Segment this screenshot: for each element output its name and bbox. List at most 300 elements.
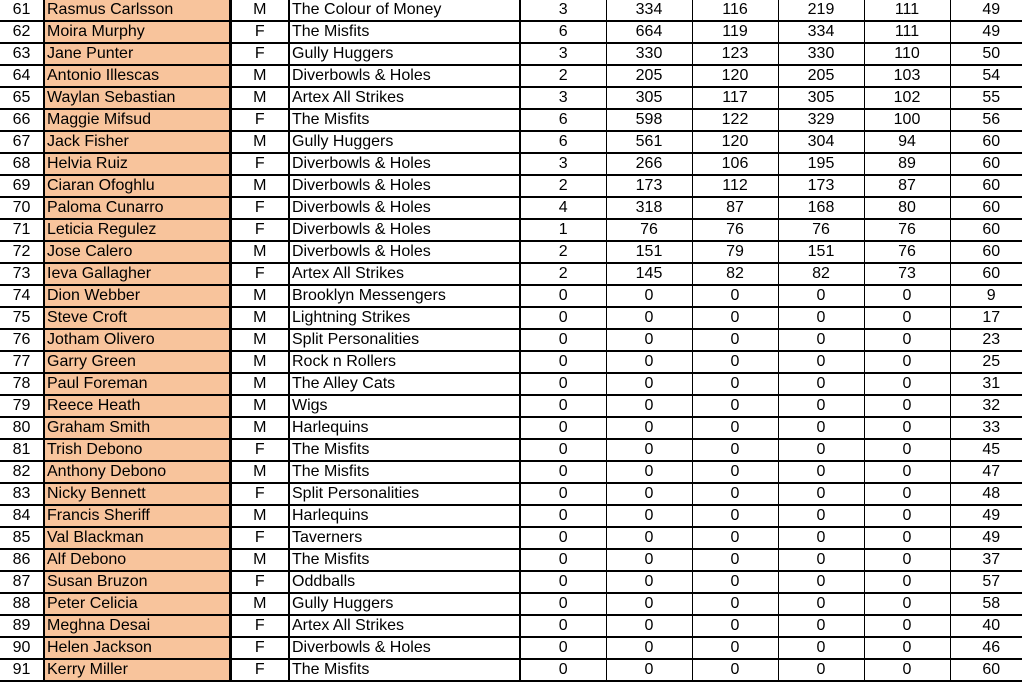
position-cell: 89: [0, 615, 44, 637]
gender-cell: F: [230, 263, 289, 285]
high-series-cell: 76: [778, 219, 864, 241]
team-cell: Harlequins: [289, 417, 520, 439]
total-pins-cell: 0: [606, 351, 692, 373]
average-cell: 123: [692, 43, 778, 65]
team-cell: Diverbowls & Holes: [289, 153, 520, 175]
table-row: [0, 175, 1022, 197]
gender-cell: M: [230, 307, 289, 329]
high-game-cell: 0: [864, 659, 950, 681]
high-game-cell: 76: [864, 219, 950, 241]
team-cell: Diverbowls & Holes: [289, 175, 520, 197]
high-series-cell: 0: [778, 439, 864, 461]
high-series-cell: 304: [778, 131, 864, 153]
gender-cell: F: [230, 439, 289, 461]
handicap-cell: 32: [950, 395, 1022, 417]
handicap-cell: 49: [950, 505, 1022, 527]
position-cell: 73: [0, 263, 44, 285]
games-cell: 0: [520, 395, 606, 417]
team-cell: The Misfits: [289, 109, 520, 131]
average-cell: 0: [692, 593, 778, 615]
high-game-cell: 0: [864, 417, 950, 439]
player-name-cell: Garry Green: [44, 351, 230, 373]
average-cell: 119: [692, 21, 778, 43]
average-cell: 82: [692, 263, 778, 285]
games-cell: 0: [520, 571, 606, 593]
games-cell: 0: [520, 593, 606, 615]
high-series-cell: 0: [778, 549, 864, 571]
total-pins-cell: 305: [606, 87, 692, 109]
high-series-cell: 173: [778, 175, 864, 197]
games-cell: 0: [520, 329, 606, 351]
handicap-cell: 57: [950, 571, 1022, 593]
total-pins-cell: 0: [606, 505, 692, 527]
average-cell: 0: [692, 483, 778, 505]
handicap-cell: 50: [950, 43, 1022, 65]
high-series-cell: 151: [778, 241, 864, 263]
team-cell: Lightning Strikes: [289, 307, 520, 329]
team-cell: Diverbowls & Holes: [289, 219, 520, 241]
high-game-cell: 0: [864, 637, 950, 659]
high-game-cell: 89: [864, 153, 950, 175]
table-row: [0, 0, 1022, 21]
games-cell: 4: [520, 197, 606, 219]
high-game-cell: 111: [864, 0, 950, 21]
table-row: [0, 153, 1022, 175]
player-name-cell: Kerry Miller: [44, 659, 230, 681]
table-row: [0, 439, 1022, 461]
gender-cell: M: [230, 131, 289, 153]
handicap-cell: 60: [950, 659, 1022, 681]
handicap-cell: 60: [950, 153, 1022, 175]
high-series-cell: 0: [778, 285, 864, 307]
handicap-cell: 37: [950, 549, 1022, 571]
games-cell: 0: [520, 285, 606, 307]
high-game-cell: 0: [864, 571, 950, 593]
position-cell: 77: [0, 351, 44, 373]
handicap-cell: 9: [950, 285, 1022, 307]
total-pins-cell: 561: [606, 131, 692, 153]
high-series-cell: 0: [778, 637, 864, 659]
games-cell: 0: [520, 505, 606, 527]
position-cell: 69: [0, 175, 44, 197]
position-cell: 82: [0, 461, 44, 483]
gender-cell: M: [230, 461, 289, 483]
handicap-cell: 60: [950, 131, 1022, 153]
games-cell: 6: [520, 21, 606, 43]
high-game-cell: 0: [864, 527, 950, 549]
handicap-cell: 45: [950, 439, 1022, 461]
high-game-cell: 102: [864, 87, 950, 109]
player-name-cell: Francis Sheriff: [44, 505, 230, 527]
games-cell: 0: [520, 373, 606, 395]
high-series-cell: 0: [778, 615, 864, 637]
table-row: [0, 65, 1022, 87]
table-row: [0, 197, 1022, 219]
games-cell: 2: [520, 65, 606, 87]
table-row: [0, 219, 1022, 241]
games-cell: 0: [520, 483, 606, 505]
total-pins-cell: 0: [606, 659, 692, 681]
team-cell: Artex All Strikes: [289, 615, 520, 637]
total-pins-cell: 145: [606, 263, 692, 285]
high-game-cell: 94: [864, 131, 950, 153]
team-cell: The Misfits: [289, 461, 520, 483]
position-cell: 83: [0, 483, 44, 505]
player-name-cell: Waylan Sebastian: [44, 87, 230, 109]
handicap-cell: 47: [950, 461, 1022, 483]
table-row: [0, 549, 1022, 571]
high-game-cell: 103: [864, 65, 950, 87]
handicap-cell: 17: [950, 307, 1022, 329]
high-series-cell: 0: [778, 351, 864, 373]
high-series-cell: 82: [778, 263, 864, 285]
team-cell: Artex All Strikes: [289, 263, 520, 285]
total-pins-cell: 173: [606, 175, 692, 197]
total-pins-cell: 0: [606, 571, 692, 593]
games-cell: 3: [520, 87, 606, 109]
gender-cell: M: [230, 285, 289, 307]
table-row: [0, 351, 1022, 373]
table-row: [0, 241, 1022, 263]
team-cell: Gully Huggers: [289, 593, 520, 615]
player-name-cell: Moira Murphy: [44, 21, 230, 43]
high-series-cell: 0: [778, 659, 864, 681]
table-row: [0, 43, 1022, 65]
handicap-cell: 56: [950, 109, 1022, 131]
handicap-cell: 54: [950, 65, 1022, 87]
total-pins-cell: 76: [606, 219, 692, 241]
high-game-cell: 0: [864, 351, 950, 373]
team-cell: Diverbowls & Holes: [289, 197, 520, 219]
gender-cell: F: [230, 109, 289, 131]
gender-cell: F: [230, 21, 289, 43]
high-series-cell: 0: [778, 483, 864, 505]
position-cell: 66: [0, 109, 44, 131]
gender-cell: F: [230, 219, 289, 241]
games-cell: 3: [520, 0, 606, 21]
position-cell: 88: [0, 593, 44, 615]
average-cell: 76: [692, 219, 778, 241]
table-row: [0, 373, 1022, 395]
total-pins-cell: 0: [606, 461, 692, 483]
team-cell: Harlequins: [289, 505, 520, 527]
handicap-cell: 49: [950, 527, 1022, 549]
games-cell: 0: [520, 549, 606, 571]
average-cell: 120: [692, 65, 778, 87]
team-cell: Rock n Rollers: [289, 351, 520, 373]
position-cell: 78: [0, 373, 44, 395]
player-name-cell: Ieva Gallagher: [44, 263, 230, 285]
player-name-cell: Susan Bruzon: [44, 571, 230, 593]
team-cell: The Misfits: [289, 659, 520, 681]
gender-cell: F: [230, 153, 289, 175]
position-cell: 61: [0, 0, 44, 21]
handicap-cell: 40: [950, 615, 1022, 637]
high-series-cell: 0: [778, 307, 864, 329]
position-cell: 84: [0, 505, 44, 527]
table-row: [0, 659, 1022, 681]
position-cell: 85: [0, 527, 44, 549]
team-cell: Diverbowls & Holes: [289, 241, 520, 263]
gender-cell: F: [230, 43, 289, 65]
table-row: [0, 505, 1022, 527]
table-row: [0, 527, 1022, 549]
player-name-cell: Dion Webber: [44, 285, 230, 307]
games-cell: 0: [520, 307, 606, 329]
gender-cell: M: [230, 175, 289, 197]
gender-cell: F: [230, 571, 289, 593]
average-cell: 0: [692, 395, 778, 417]
high-series-cell: 0: [778, 593, 864, 615]
average-cell: 117: [692, 87, 778, 109]
position-cell: 65: [0, 87, 44, 109]
position-cell: 74: [0, 285, 44, 307]
total-pins-cell: 0: [606, 373, 692, 395]
handicap-cell: 49: [950, 21, 1022, 43]
position-cell: 72: [0, 241, 44, 263]
games-cell: 0: [520, 527, 606, 549]
team-cell: Wigs: [289, 395, 520, 417]
position-cell: 71: [0, 219, 44, 241]
high-game-cell: 0: [864, 395, 950, 417]
average-cell: 0: [692, 329, 778, 351]
high-game-cell: 110: [864, 43, 950, 65]
handicap-cell: 60: [950, 263, 1022, 285]
position-cell: 86: [0, 549, 44, 571]
gender-cell: M: [230, 549, 289, 571]
total-pins-cell: 0: [606, 307, 692, 329]
high-series-cell: 0: [778, 395, 864, 417]
position-cell: 70: [0, 197, 44, 219]
high-series-cell: 195: [778, 153, 864, 175]
handicap-cell: 60: [950, 219, 1022, 241]
position-cell: 64: [0, 65, 44, 87]
total-pins-cell: 334: [606, 0, 692, 21]
player-name-cell: Jane Punter: [44, 43, 230, 65]
gender-cell: M: [230, 0, 289, 21]
position-cell: 76: [0, 329, 44, 351]
player-name-cell: Antonio Illescas: [44, 65, 230, 87]
high-series-cell: 0: [778, 329, 864, 351]
position-cell: 62: [0, 21, 44, 43]
games-cell: 0: [520, 637, 606, 659]
high-series-cell: 0: [778, 417, 864, 439]
team-cell: Artex All Strikes: [289, 87, 520, 109]
high-series-cell: 219: [778, 0, 864, 21]
high-game-cell: 0: [864, 373, 950, 395]
total-pins-cell: 0: [606, 329, 692, 351]
team-cell: Diverbowls & Holes: [289, 65, 520, 87]
team-cell: Split Personalities: [289, 483, 520, 505]
high-game-cell: 0: [864, 285, 950, 307]
team-cell: Split Personalities: [289, 329, 520, 351]
handicap-cell: 25: [950, 351, 1022, 373]
average-cell: 0: [692, 417, 778, 439]
position-cell: 80: [0, 417, 44, 439]
gender-cell: M: [230, 329, 289, 351]
table-row: [0, 637, 1022, 659]
table-row: [0, 87, 1022, 109]
games-cell: 0: [520, 417, 606, 439]
team-cell: Gully Huggers: [289, 131, 520, 153]
total-pins-cell: 0: [606, 593, 692, 615]
gender-cell: M: [230, 395, 289, 417]
average-cell: 0: [692, 373, 778, 395]
position-cell: 75: [0, 307, 44, 329]
total-pins-cell: 0: [606, 615, 692, 637]
gender-cell: F: [230, 615, 289, 637]
position-cell: 63: [0, 43, 44, 65]
high-game-cell: 73: [864, 263, 950, 285]
team-cell: The Misfits: [289, 21, 520, 43]
games-cell: 3: [520, 153, 606, 175]
player-name-cell: Steve Croft: [44, 307, 230, 329]
table-row: [0, 263, 1022, 285]
games-cell: 2: [520, 241, 606, 263]
handicap-cell: 48: [950, 483, 1022, 505]
handicap-cell: 23: [950, 329, 1022, 351]
table-row: [0, 417, 1022, 439]
games-cell: 0: [520, 461, 606, 483]
games-cell: 6: [520, 131, 606, 153]
player-name-cell: Alf Debono: [44, 549, 230, 571]
average-cell: 112: [692, 175, 778, 197]
average-cell: 0: [692, 307, 778, 329]
player-name-cell: Paloma Cunarro: [44, 197, 230, 219]
high-game-cell: 0: [864, 615, 950, 637]
position-cell: 68: [0, 153, 44, 175]
table-row: [0, 21, 1022, 43]
player-name-cell: Ciaran Ofoghlu: [44, 175, 230, 197]
player-name-cell: Helen Jackson: [44, 637, 230, 659]
average-cell: 0: [692, 439, 778, 461]
total-pins-cell: 0: [606, 527, 692, 549]
high-series-cell: 330: [778, 43, 864, 65]
high-series-cell: 205: [778, 65, 864, 87]
gender-cell: F: [230, 197, 289, 219]
table-row: [0, 461, 1022, 483]
total-pins-cell: 266: [606, 153, 692, 175]
team-cell: The Misfits: [289, 549, 520, 571]
high-game-cell: 0: [864, 461, 950, 483]
position-cell: 81: [0, 439, 44, 461]
handicap-cell: 60: [950, 175, 1022, 197]
player-name-cell: Anthony Debono: [44, 461, 230, 483]
high-game-cell: 0: [864, 593, 950, 615]
games-cell: 2: [520, 263, 606, 285]
high-series-cell: 0: [778, 373, 864, 395]
average-cell: 122: [692, 109, 778, 131]
gender-cell: F: [230, 659, 289, 681]
player-name-cell: Maggie Mifsud: [44, 109, 230, 131]
position-cell: 87: [0, 571, 44, 593]
average-cell: 0: [692, 571, 778, 593]
high-series-cell: 334: [778, 21, 864, 43]
handicap-cell: 31: [950, 373, 1022, 395]
total-pins-cell: 664: [606, 21, 692, 43]
gender-cell: M: [230, 87, 289, 109]
high-series-cell: 305: [778, 87, 864, 109]
total-pins-cell: 598: [606, 109, 692, 131]
average-cell: 87: [692, 197, 778, 219]
total-pins-cell: 0: [606, 285, 692, 307]
table-row: [0, 615, 1022, 637]
handicap-cell: 33: [950, 417, 1022, 439]
gender-cell: M: [230, 351, 289, 373]
team-cell: The Misfits: [289, 439, 520, 461]
average-cell: 79: [692, 241, 778, 263]
average-cell: 0: [692, 527, 778, 549]
total-pins-cell: 0: [606, 483, 692, 505]
team-cell: Gully Huggers: [289, 43, 520, 65]
total-pins-cell: 205: [606, 65, 692, 87]
table-row: [0, 483, 1022, 505]
high-series-cell: 0: [778, 461, 864, 483]
total-pins-cell: 0: [606, 395, 692, 417]
team-cell: Taverners: [289, 527, 520, 549]
player-name-cell: Jotham Olivero: [44, 329, 230, 351]
high-game-cell: 0: [864, 329, 950, 351]
handicap-cell: 60: [950, 197, 1022, 219]
table-row: [0, 571, 1022, 593]
total-pins-cell: 318: [606, 197, 692, 219]
gender-cell: F: [230, 527, 289, 549]
high-series-cell: 0: [778, 527, 864, 549]
player-name-cell: Paul Foreman: [44, 373, 230, 395]
average-cell: 0: [692, 637, 778, 659]
player-name-cell: Reece Heath: [44, 395, 230, 417]
high-game-cell: 0: [864, 505, 950, 527]
player-name-cell: Jack Fisher: [44, 131, 230, 153]
games-cell: 0: [520, 351, 606, 373]
player-name-cell: Nicky Bennett: [44, 483, 230, 505]
high-game-cell: 111: [864, 21, 950, 43]
gender-cell: F: [230, 483, 289, 505]
position-cell: 67: [0, 131, 44, 153]
table-row: [0, 307, 1022, 329]
player-name-cell: Rasmus Carlsson: [44, 0, 230, 21]
player-name-cell: Peter Celicia: [44, 593, 230, 615]
handicap-cell: 58: [950, 593, 1022, 615]
player-name-cell: Jose Calero: [44, 241, 230, 263]
position-cell: 90: [0, 637, 44, 659]
games-cell: 0: [520, 439, 606, 461]
average-cell: 0: [692, 549, 778, 571]
games-cell: 1: [520, 219, 606, 241]
player-name-cell: Meghna Desai: [44, 615, 230, 637]
games-cell: 0: [520, 659, 606, 681]
gender-cell: M: [230, 505, 289, 527]
high-game-cell: 87: [864, 175, 950, 197]
total-pins-cell: 0: [606, 549, 692, 571]
high-game-cell: 0: [864, 307, 950, 329]
high-game-cell: 0: [864, 549, 950, 571]
handicap-cell: 46: [950, 637, 1022, 659]
games-cell: 3: [520, 43, 606, 65]
player-name-cell: Leticia Regulez: [44, 219, 230, 241]
average-cell: 0: [692, 351, 778, 373]
gender-cell: M: [230, 417, 289, 439]
games-cell: 0: [520, 615, 606, 637]
total-pins-cell: 0: [606, 439, 692, 461]
table-row: [0, 109, 1022, 131]
team-cell: Diverbowls & Holes: [289, 637, 520, 659]
table-row: [0, 285, 1022, 307]
high-series-cell: 329: [778, 109, 864, 131]
gender-cell: M: [230, 65, 289, 87]
high-game-cell: 0: [864, 439, 950, 461]
gender-cell: M: [230, 593, 289, 615]
